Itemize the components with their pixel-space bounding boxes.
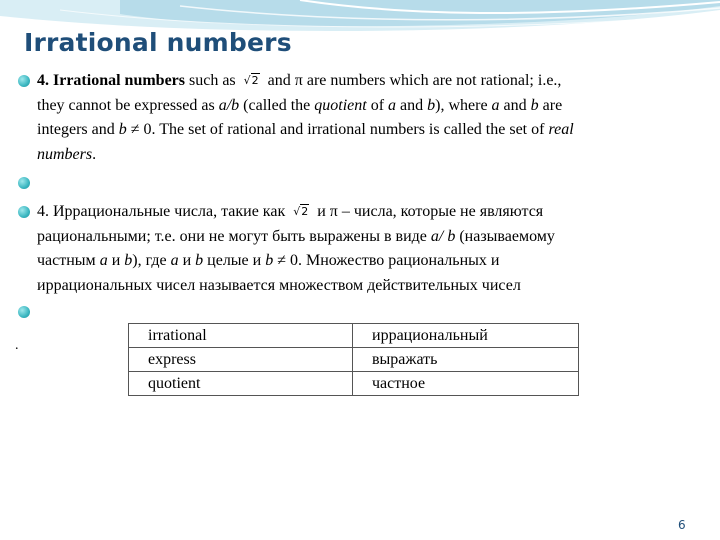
vocabulary-table [128, 323, 579, 396]
english-paragraph [37, 69, 709, 167]
bullet-icon [18, 177, 30, 189]
square-root-symbol: √2 [243, 74, 259, 87]
russian-paragraph [37, 200, 709, 298]
english-line-4: numbers. [37, 145, 97, 163]
table-row [129, 372, 579, 396]
english-line-3: integers and b ≠ 0. The set of rational and irrational numbers is called the set of real [37, 121, 574, 138]
russian-line-3: частным a и b), где a и b целые и b ≠ 0. Множество рациональных и [37, 252, 500, 269]
english-line-1: 4. Irrational numbers such as √2 and π are numbers which are not rational; i.e., [37, 69, 709, 94]
term-english: quotient [129, 372, 353, 396]
bullet-icon [18, 206, 30, 218]
russian-line-4: иррациональных чисел называется множеством действительных чисел [37, 276, 521, 294]
table-row [129, 324, 579, 348]
square-root-symbol: √2 [293, 205, 309, 218]
english-line-2: they cannot be expressed as a/b (called the quotient of a and b), where a and b are [37, 96, 563, 114]
table-row [129, 348, 579, 372]
term-russian: частное [353, 372, 579, 396]
stray-dot: . [15, 338, 19, 353]
bullet-icon [18, 306, 30, 318]
russian-line-1: 4. Иррациональные числа, такие как √2 и π – числа, которые не являются [37, 200, 709, 225]
page-number: 6 [678, 518, 686, 532]
bullet-icon [18, 75, 30, 87]
russian-line-2: рациональными; т.е. они не могут быть выражены в виде a/ b (называемому [37, 227, 555, 245]
term-russian: выражать [353, 348, 579, 372]
term-english: express [129, 348, 353, 372]
bold-lead: 4. Irrational numbers [37, 72, 185, 89]
term-english: irrational [129, 324, 353, 348]
term-russian: иррациональный [353, 324, 579, 348]
slide-title: Irrational numbers [24, 28, 292, 57]
